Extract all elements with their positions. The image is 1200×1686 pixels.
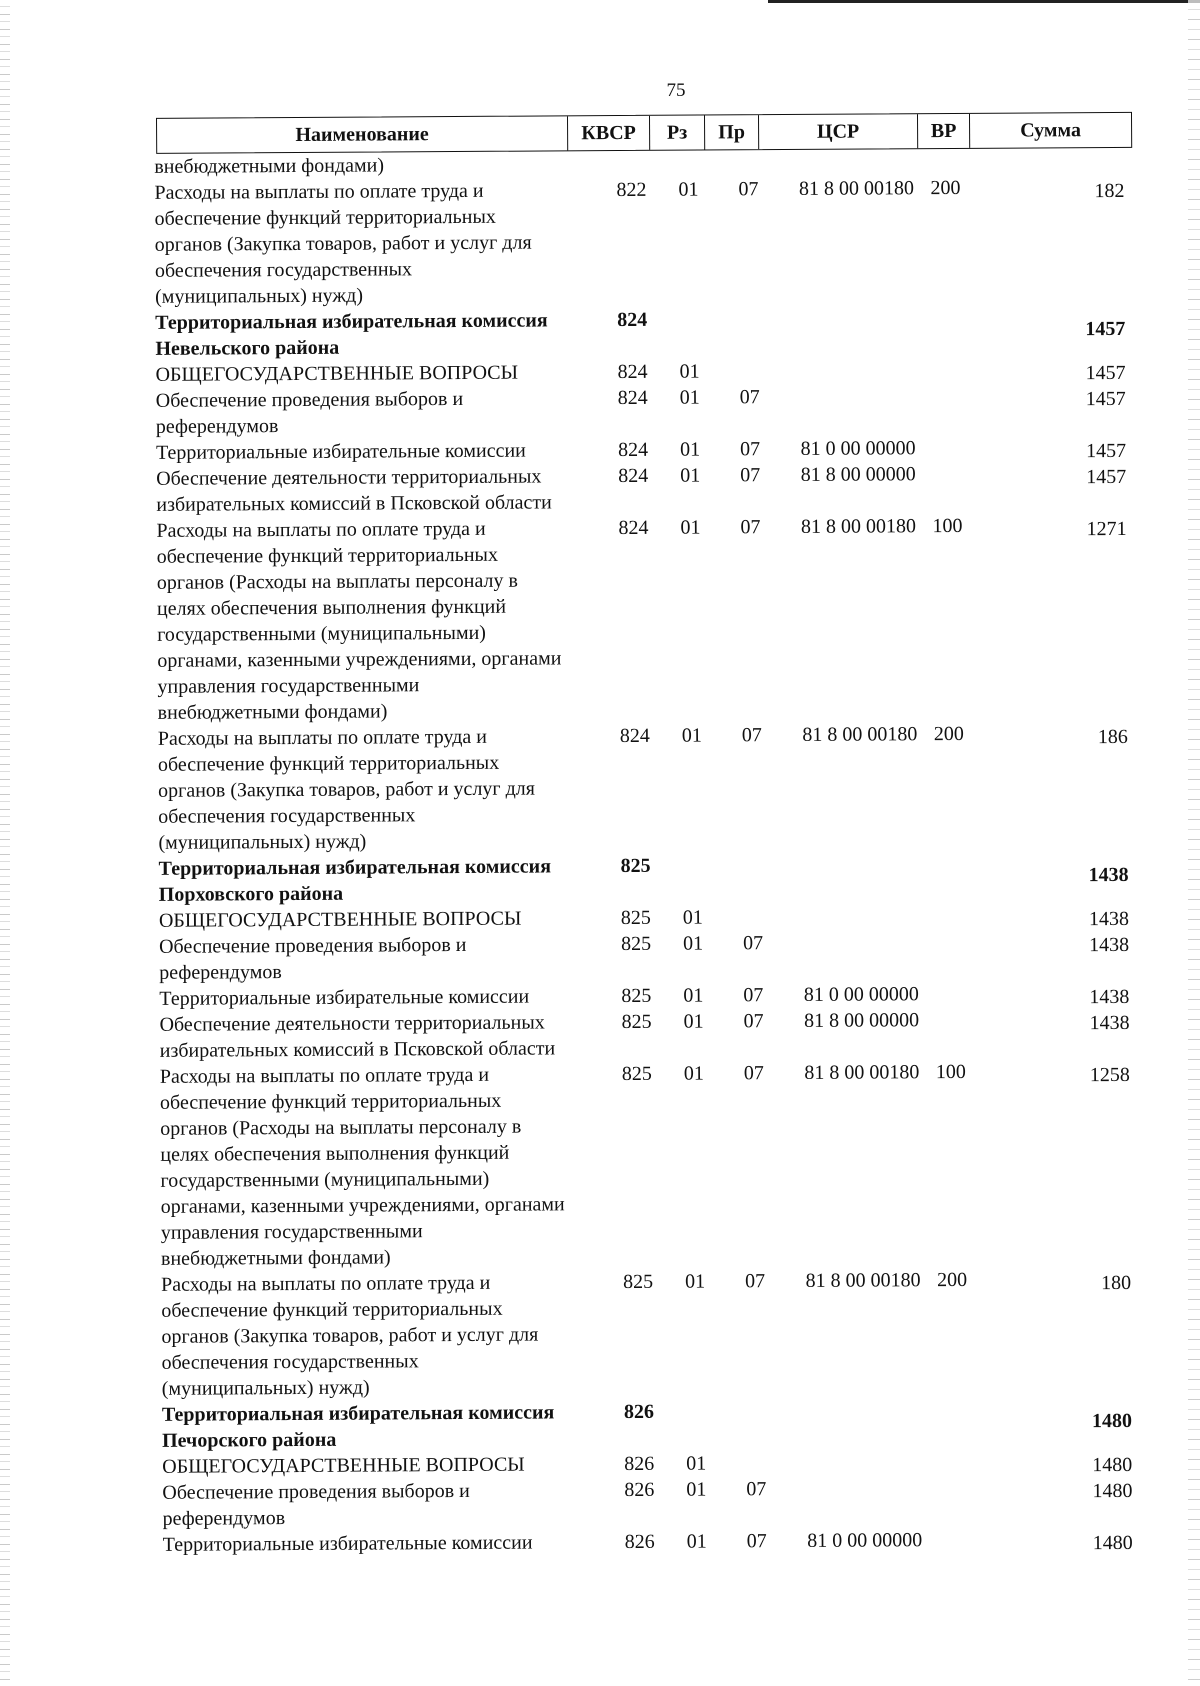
cell-csr: 81 8 00 00180 xyxy=(802,723,918,746)
scan-edge-left xyxy=(0,0,10,1686)
cell-kvsr: 825 xyxy=(620,906,651,930)
cell-pr: 07 xyxy=(740,464,761,487)
cell-name: Расходы на выплаты по оплате труда и обеспечение функций территориальных органов (Расходы на выплаты персоналу в целях обеспечения выполнения функций государственными (муниципальными) органами, казенными учреждениями, органами управления государственными внебюджетными фондами) xyxy=(159,1063,565,1270)
cell-csr: 81 0 00 00000 xyxy=(807,1529,923,1552)
cell-sum: 1457 xyxy=(1085,387,1126,411)
cell-vr: 100 xyxy=(935,1060,966,1084)
cell-rz: 01 xyxy=(683,1062,704,1085)
table-row xyxy=(132,460,1132,518)
cell-rz: 01 xyxy=(680,464,701,487)
cell-pr: 07 xyxy=(745,1270,766,1293)
cell-sum: 1457 xyxy=(1085,361,1126,385)
cell-name: Обеспечение деятельности территориальных избирательных комиссий в Псковской области xyxy=(159,1011,556,1062)
table-section-row xyxy=(131,304,1131,362)
cell-name: Расходы на выплаты по оплате труда и обеспечение функций территориальных органов (Закупка товаров, работ и услуг для обеспечения государственных (муниципальных) нужд) xyxy=(157,725,536,854)
cell-pr: 07 xyxy=(743,1010,764,1033)
cell-sum: 180 xyxy=(1101,1271,1132,1295)
table-row xyxy=(137,1266,1138,1402)
header-sum: Сумма xyxy=(969,113,1131,148)
cell-csr xyxy=(788,1475,940,1476)
scan-edge-right xyxy=(1188,0,1200,1686)
cell-sum: 1258 xyxy=(1089,1063,1130,1087)
cell-csr: 81 8 00 00000 xyxy=(803,1009,920,1032)
cell-csr: 81 8 00 00180 xyxy=(805,1269,921,1292)
cell-csr xyxy=(780,149,932,150)
cell-csr: 81 8 00 00180 xyxy=(800,515,917,538)
scan-edge-top xyxy=(768,0,1200,3)
cell-rz: 01 xyxy=(679,438,701,461)
table-row xyxy=(132,382,1132,440)
cell-rz: 01 xyxy=(680,516,701,539)
cell-name: Обеспечение деятельности территориальных избирательных комиссий в Псковской области xyxy=(156,465,552,516)
cell-pr: 07 xyxy=(738,178,759,201)
cell-pr: 07 xyxy=(746,1478,767,1501)
cell-pr: 07 xyxy=(741,724,762,747)
cell-name: Обеспечение проведения выборов и референдумов xyxy=(162,1479,470,1530)
cell-sum: 182 xyxy=(1094,179,1125,203)
cell-csr: 81 8 00 00000 xyxy=(800,463,916,486)
cell-sum: 186 xyxy=(1097,725,1128,749)
table-row xyxy=(138,1474,1138,1532)
cell-pr: 07 xyxy=(739,386,760,409)
cell-name: ОБЩЕГОСУДАРСТВЕННЫЕ ВОПРОСЫ xyxy=(162,1453,525,1478)
cell-pr: 07 xyxy=(743,1062,764,1085)
cell-csr xyxy=(782,383,934,384)
cell-kvsr: 824 xyxy=(617,360,648,384)
header-name: Наименование xyxy=(295,123,429,146)
cell-csr xyxy=(784,851,936,852)
cell-csr: 81 0 00 00000 xyxy=(803,983,919,1006)
cell-rz: 01 xyxy=(683,984,704,1007)
cell-pr: 07 xyxy=(742,932,764,955)
cell-kvsr: 826 xyxy=(624,1530,655,1554)
cell-csr xyxy=(781,357,933,358)
cell-sum: 1438 xyxy=(1089,933,1130,957)
cell-name: Территориальная избирательная комиссия Невельского района xyxy=(155,309,548,360)
cell-rz: 01 xyxy=(685,1270,706,1293)
cell-name: Территориальные избирательные комиссии xyxy=(155,439,526,464)
budget-table xyxy=(130,112,1139,1558)
cell-name: Расходы на выплаты по оплате труда и обеспечение функций территориальных органов (Закупка товаров, работ и услуг для обеспечения государственных (муниципальных) нужд) xyxy=(154,179,532,308)
header-csr: ЦСР xyxy=(758,114,917,149)
cell-kvsr: 826 xyxy=(623,1400,654,1424)
cell-vr: 100 xyxy=(932,514,963,538)
cell-csr xyxy=(785,903,937,904)
cell-rz: 01 xyxy=(678,178,699,201)
table-row xyxy=(135,928,1135,986)
cell-sum: 1457 xyxy=(1086,465,1127,489)
cell-sum: 1438 xyxy=(1088,907,1129,931)
header-kvsr: КВСР xyxy=(567,116,649,151)
cell-name: Территориальные избирательные комиссии xyxy=(159,985,530,1010)
header-pr: Пр xyxy=(704,115,758,149)
cell-sum: 1480 xyxy=(1091,1409,1133,1433)
cell-rz: 01 xyxy=(681,724,702,747)
cell-sum: 1438 xyxy=(1089,1011,1130,1035)
cell-name: ОБЩЕГОСУДАРСТВЕННЫЕ ВОПРОСЫ xyxy=(158,907,522,932)
cell-rz: 01 xyxy=(683,1010,704,1033)
cell-csr: 81 8 00 00180 xyxy=(798,177,915,200)
cell-csr xyxy=(781,305,933,306)
cell-kvsr: 824 xyxy=(617,386,648,410)
table-row xyxy=(130,174,1131,310)
header-rz: Рз xyxy=(649,115,704,149)
cell-csr xyxy=(788,1449,940,1450)
cell-sum: 1480 xyxy=(1092,1531,1133,1555)
cell-kvsr: 822 xyxy=(616,178,647,202)
cell-sum: 1438 xyxy=(1088,863,1129,887)
cell-rz: 01 xyxy=(686,1452,707,1475)
cell-kvsr: 825 xyxy=(621,1062,652,1086)
cell-rz: 01 xyxy=(682,932,704,955)
cell-kvsr: 826 xyxy=(624,1478,655,1502)
table-body xyxy=(130,148,1139,1558)
cell-name: Обеспечение проведения выборов и референдумов xyxy=(155,387,464,438)
cell-kvsr: 825 xyxy=(621,1010,652,1034)
cell-pr: 07 xyxy=(743,984,764,1007)
cell-name: Обеспечение проведения выборов и референдумов xyxy=(158,933,467,984)
cell-sum: 1480 xyxy=(1092,1479,1133,1503)
cell-rz: 01 xyxy=(679,360,700,383)
cell-sum xyxy=(1034,152,1124,153)
cell-vr: 200 xyxy=(933,722,964,746)
cell-sum: 1271 xyxy=(1086,517,1127,541)
cell-name: Территориальные избирательные комиссии xyxy=(162,1531,533,1556)
cell-kvsr: 826 xyxy=(624,1452,655,1476)
cell-csr: 81 0 00 00000 xyxy=(800,437,916,460)
cell-kvsr: 824 xyxy=(618,464,649,488)
cell-kvsr: 825 xyxy=(620,854,651,878)
cell-kvsr: 825 xyxy=(623,1270,654,1294)
cell-rz: 01 xyxy=(686,1478,707,1501)
cell-rz: 01 xyxy=(686,1530,707,1553)
cell-pr: 07 xyxy=(739,438,761,461)
cell-kvsr: 824 xyxy=(617,308,648,332)
cell-name: внебюджетными фондами) xyxy=(154,154,385,178)
cell-name: Расходы на выплаты по оплате труда и обеспечение функций территориальных органов (Закупка товаров, работ и услуг для обеспечения государственных (муниципальных) нужд) xyxy=(161,1271,539,1400)
table-header xyxy=(156,112,1132,154)
cell-name: Территориальная избирательная комиссия Печорского района xyxy=(161,1401,555,1452)
table-row xyxy=(139,1526,1139,1558)
cell-sum: 1438 xyxy=(1089,985,1130,1009)
cell-kvsr: 824 xyxy=(618,516,649,540)
table-row xyxy=(136,1058,1137,1272)
cell-sum: 1457 xyxy=(1085,317,1126,341)
header-vr: ВР xyxy=(917,114,969,148)
cell-kvsr: 825 xyxy=(621,984,652,1008)
cell-name: Территориальная избирательная комиссия Порховского района xyxy=(158,855,552,906)
cell-sum: 1480 xyxy=(1092,1453,1133,1477)
cell-rz: 01 xyxy=(679,386,700,409)
cell-kvsr: 824 xyxy=(619,724,650,748)
cell-sum: 1457 xyxy=(1085,439,1127,463)
cell-vr: 200 xyxy=(937,1268,968,1292)
cell-kvsr: 825 xyxy=(620,932,652,956)
cell-pr: 07 xyxy=(746,1530,767,1553)
cell-kvsr: 824 xyxy=(617,438,649,462)
table-section-row xyxy=(138,1396,1138,1454)
cell-rz: 01 xyxy=(682,906,703,929)
table-row xyxy=(134,720,1135,856)
cell-csr xyxy=(788,1397,940,1398)
cell-vr: 200 xyxy=(930,176,961,200)
cell-name: Расходы на выплаты по оплате труда и обеспечение функций территориальных органов (Расходы на выплаты персоналу в целях обеспечения выполнения функций государственными (муниципальными) органами, казенными учреждениями, органами управления государственными внебюджетными фондами) xyxy=(156,517,562,724)
cell-csr: 81 8 00 00180 xyxy=(804,1061,920,1084)
cell-name: ОБЩЕГОСУДАРСТВЕННЫЕ ВОПРОСЫ xyxy=(155,361,519,386)
table-row xyxy=(135,1006,1135,1064)
table-section-row xyxy=(135,850,1135,908)
page-number: 75 xyxy=(666,80,686,101)
cell-pr: 07 xyxy=(740,516,761,539)
cell-csr xyxy=(785,929,937,930)
table-row xyxy=(132,512,1133,726)
